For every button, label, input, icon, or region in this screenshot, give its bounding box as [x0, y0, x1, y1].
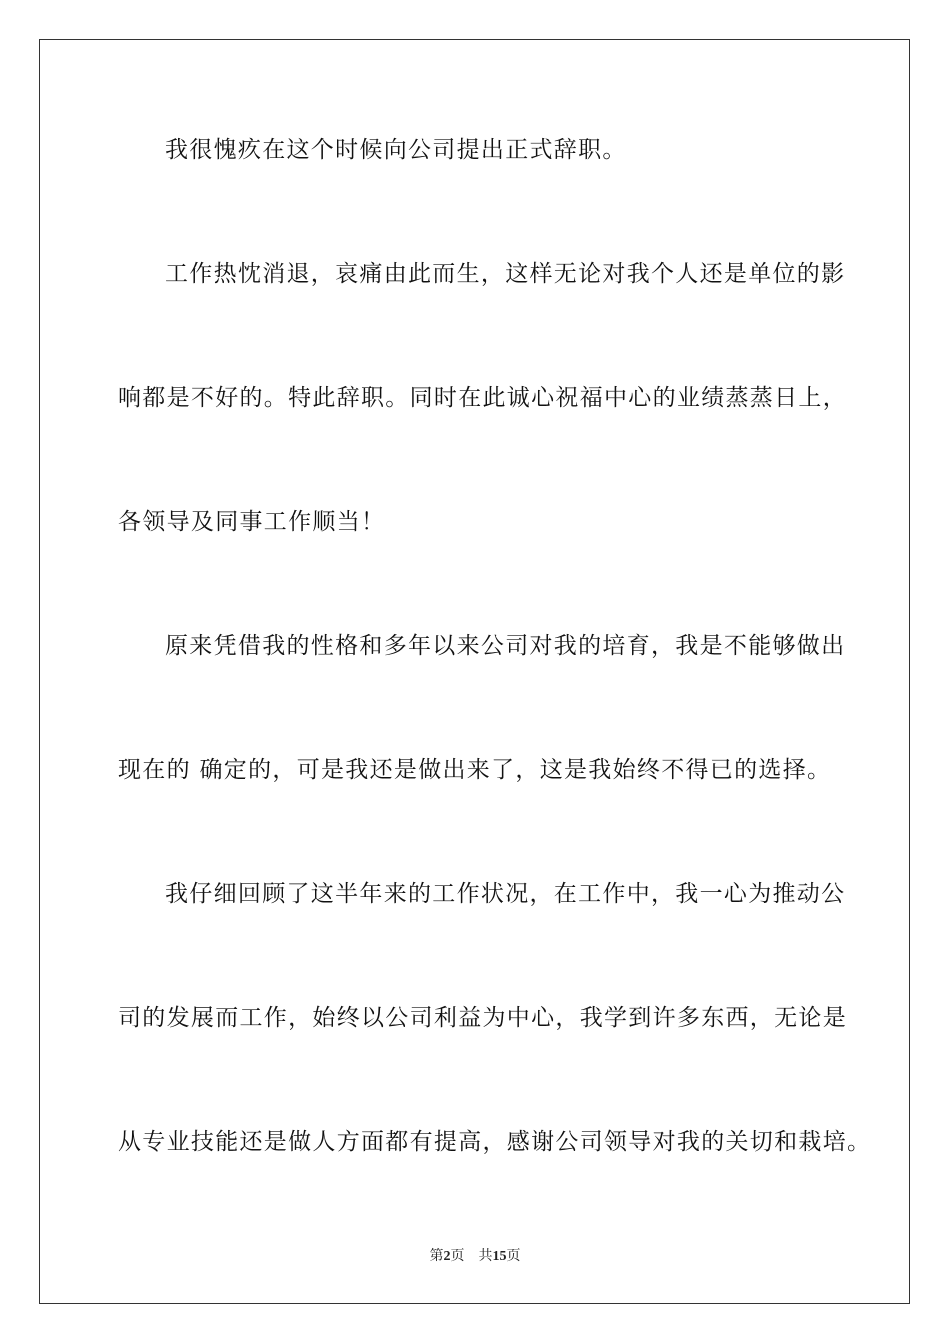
page-total: 共15页 [478, 1248, 521, 1264]
page-number: 第2页 [429, 1248, 465, 1264]
paragraph-line-5: 原来凭借我的性格和多年以来公司对我的培育，我是不能够做出 [165, 633, 846, 659]
page-footer [0, 1247, 950, 1266]
paragraph-line-7: 我仔细回顾了这半年来的工作状况，在工作中，我一心为推动公 [165, 881, 846, 907]
paragraph-line-9: 从专业技能还是做人方面都有提高，感谢公司领导对我的关切和栽培。 [118, 1129, 872, 1155]
page-frame [39, 39, 910, 1304]
paragraph-line-4: 各领导及同事工作顺当！ [118, 509, 386, 535]
paragraph-line-6: 现在的 确定的，可是我还是做出来了，这是我始终不得已的选择。 [118, 757, 832, 783]
paragraph-line-2: 工作热忱消退，哀痛由此而生，这样无论对我个人还是单位的影 [165, 261, 846, 287]
paragraph-line-3: 响都是不好的。特此辞职。同时在此诚心祝福中心的业绩蒸蒸日上， [118, 385, 847, 411]
paragraph-line-1: 我很愧疚在这个时候向公司提出正式辞职。 [165, 137, 627, 163]
paragraph-line-8: 司的发展而工作，始终以公司利益为中心，我学到许多东西，无论是 [118, 1005, 847, 1031]
